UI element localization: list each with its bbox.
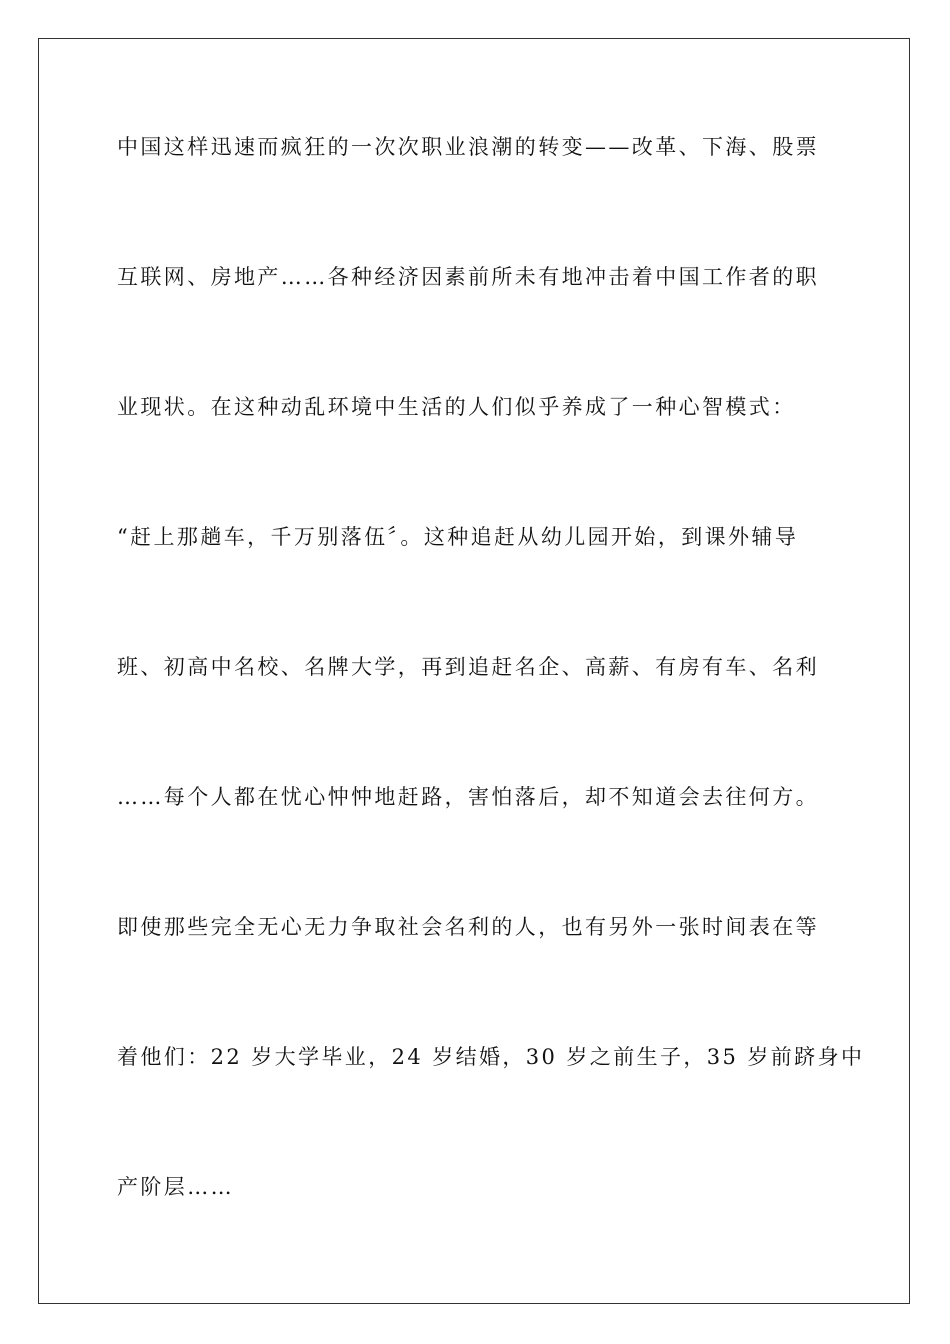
text-line: ……每个人都在忧心忡忡地赶路，害怕落后，却不知道会去往何方。 xyxy=(117,785,819,809)
text-line: 班、初高中名校、名牌大学，再到追赶名企、高薪、有房有车、名利 xyxy=(117,655,819,679)
text-line: 互联网、房地产……各种经济因素前所未有地冲击着中国工作者的职 xyxy=(117,265,819,289)
text-line: 产阶层…… xyxy=(117,1175,234,1199)
body-text xyxy=(117,133,865,1303)
text-line: 着他们：22 岁大学毕业，24 岁结婚，30 岁之前生子，35 岁前跻身中 xyxy=(117,1045,865,1069)
text-line: “赶上那趟车，千万别落伍〞。这种追赶从幼儿园开始，到课外辅导 xyxy=(117,525,799,549)
text-line: 即使那些完全无心无力争取社会名利的人，也有另外一张时间表在等 xyxy=(117,915,819,939)
text-line: 中国这样迅速而疯狂的一次次职业浪潮的转变——改革、下海、股票 xyxy=(117,135,819,159)
text-line: 业现状。在这种动乱环境中生活的人们似乎养成了一种心智模式： xyxy=(117,395,796,419)
